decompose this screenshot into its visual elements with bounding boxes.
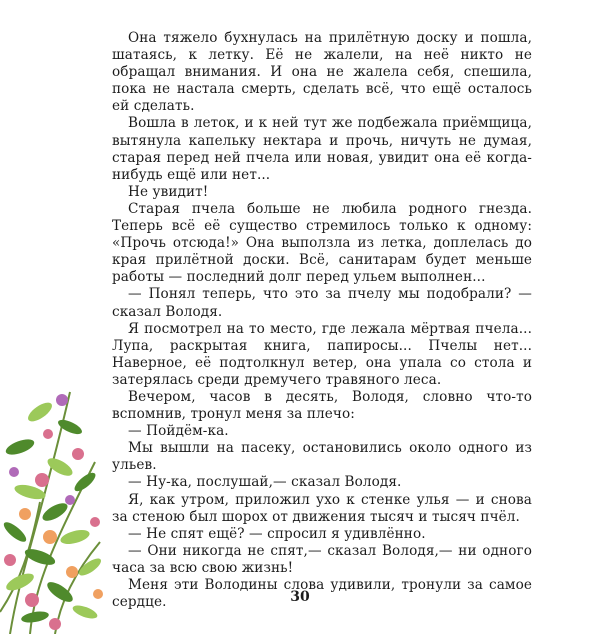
paragraph: — Не спят ещё? — спросил я удивлённо. <box>128 525 426 542</box>
paragraph: Вошла в леток, и к ней тут же подбежала приёмщица, вытянула капельку нектара и прочь, ничуть не думая, старая перед ней пчела или новая, увидит она её когда-нибудь ещё или нет... <box>112 115 532 183</box>
paragraph: Я посмотрел на то место, где лежала мёртвая пчела... Лупа, раскрытая книга, папиросы... Пчелы нет... Наверное, её подтолкнул ветер, она упала со стола и затерялась среди дремучего травяного леса. <box>112 320 532 388</box>
paragraph: Вечером, часов в десять, Володя, словно что-то вспомнив, тронул меня за плечо: <box>112 388 532 423</box>
paragraph: Я, как утром, приложил ухо к стенке улья — и снова за стеною был шорох от движения тысяч и тысяч пчёл. <box>112 491 532 525</box>
paragraph: — Пойдём-ка. <box>128 423 229 440</box>
paragraph: Меня эти Володины слова удивили, тронули за самое сердце. <box>112 577 532 611</box>
paragraph: — Ну-ка, послушай,— сказал Володя. <box>128 474 402 491</box>
body-text <box>112 30 532 611</box>
paragraph: — Понял теперь, что это за пчелу мы подобрали? — сказал Володя. <box>112 286 532 320</box>
paragraph: Старая пчела больше не любила родного гнезда. Теперь всё её существо стремилось только к одному: «Прочь отсюда!» Она выползла из летка, доплелась до края прилётной доски. Всё, санитарам будет меньше работы — последний долг перед ульем выполнен... <box>112 200 532 286</box>
paragraph: — Они никогда не спят,— сказал Володя,— ни одного часа за всю свою жизнь! <box>112 542 532 576</box>
paragraph: Мы вышли на пасеку, остановились около одного из ульев. <box>112 440 532 474</box>
paragraph: Не увидит! <box>128 183 209 200</box>
page-number: 30 <box>290 589 310 605</box>
paragraph: Она тяжело бухнулась на прилётную доску и пошла, шатаясь, к летку. Её не жалели, на неё никто не обращал внимания. И она не жалела себя, спешила, пока не настала смерть, сделать всё, что ещё осталось ей сделать. <box>112 30 532 115</box>
